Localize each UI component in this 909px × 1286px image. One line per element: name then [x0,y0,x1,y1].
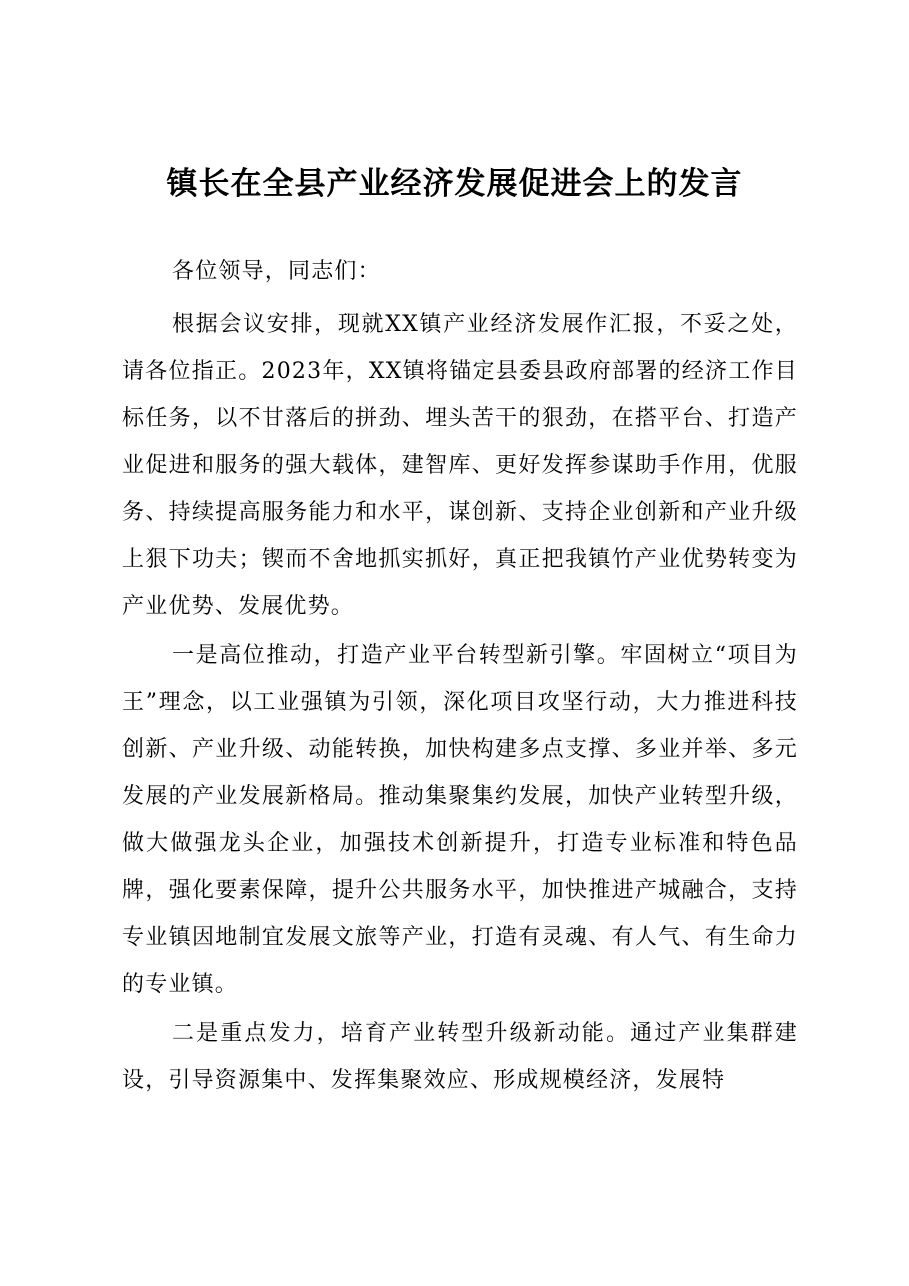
document-body [122,248,798,1106]
document-title: 镇长在全县产业经济发展促进会上的发言 [166,166,743,202]
paragraph-point-one: 一是高位推动，打造产业平台转型新引擎。牢固树立“项目为王”理念，以工业强镇为引领，深化项目攻坚行动，大力推进科技创新、产业升级、动能转换，加快构建多点支撑、多业并举、多元发展的产业发展新格局。推动集聚集约发展，加快产业转型升级，做大做强龙头企业，加强技术创新提升，打造专业标准和特色品牌，强化要素保障，提升公共服务水平，加快推进产城融合，支持专业镇因地制宜发展文旅等产业，打造有灵魂、有人气、有生命力的专业镇。 [122,643,798,997]
paragraph-point-two: 二是重点发力，培育产业转型升级新动能。通过产业集群建设，引导资源集中、发挥集聚效应、形成规模经济，发展特 [122,1021,798,1093]
salutation: 各位领导，同志们： [172,259,381,284]
paragraph-intro: 根据会议安排，现就XX镇产业经济发展作汇报，不妥之处，请各位指正。2023年，XX镇将锚定县委县政府部署的经济工作目标任务，以不甘落后的拼劲、埋头苦干的狠劲，在搭平台、打造产业促进和服务的强大载体，建智库、更好发挥参谋助手作用，优服务、持续提高服务能力和水平，谋创新、支持企业创新和产业升级上狠下功夫；锲而不舍地抓实抓好，真正把我镇竹产业优势转变为产业优势、发展优势。 [122,312,798,619]
